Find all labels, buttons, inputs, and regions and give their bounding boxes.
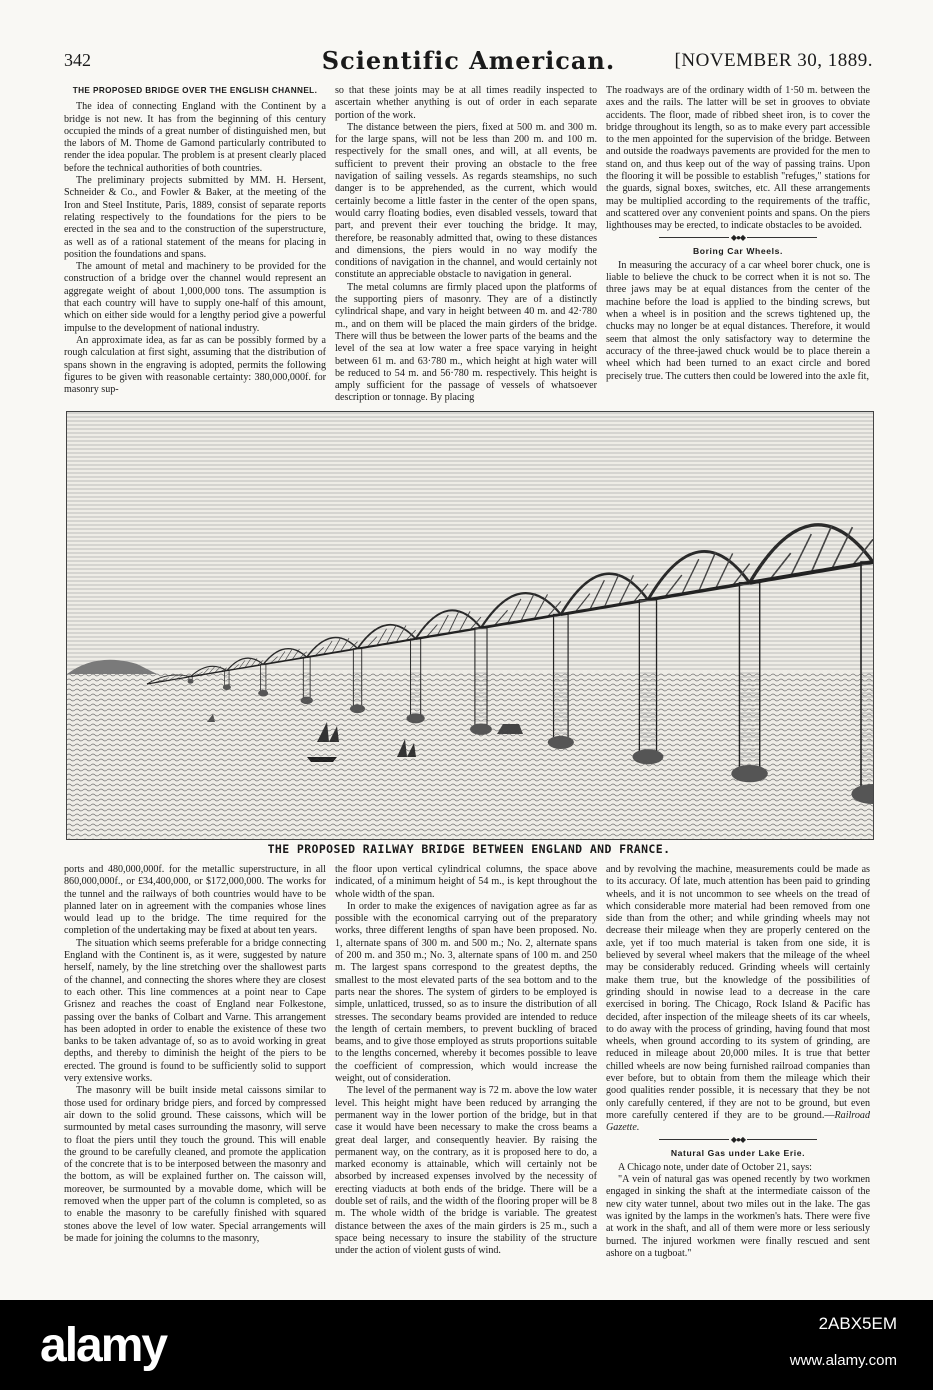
section-ornament: ◆●◆ <box>606 233 870 243</box>
masthead: Scientific American. <box>321 46 616 75</box>
paragraph: The distance between the piers, fixed at 500 m. and 300 m. for the large spans, will not be less than 200 m. and 100 m. respectively for the small ones, and will, at all events, be sufficient to prevent their proving an obstacle to the free navigation of sailing vessels. As regards steamships, no such danger is to be apprehended, as the current, which would certainly become a little faster in the center of the open spans, would carry floating bodies, even disabled vessels, toward that part, and prevent their ever touching the bridge. It may, therefore, be reasonably admitted that, owing to these distances and dimensions, the piers would in no way modify the conditions of navigation in the channel, and would certainly not constitute an appreciable obstacle to navigation in general. <box>335 121 597 281</box>
paragraph: The amount of metal and machinery to be provided for the construction of a bridge over the channel would represent an aggregate weight of about 1,000,000 tons. The assumption is that each country will have to supply one-half of this amount, which on either side would for a lengthy period give a powerful impulse to the development of national industry. <box>64 261 326 334</box>
paragraph: A Chicago note, under date of October 21, says: <box>618 1161 812 1173</box>
page-header <box>64 46 873 76</box>
paragraph: The roadways are of the ordinary width of 1·50 m. between the axes and the rails. The latter will be set in grooves to obviate accidents. The floor, made of ribbed sheet iron, is to cover the bridge throughout its length, so as to make every part accessible to the men appointed for the supervision of the bridge. Between and outside the roadways pavements are provided for the men to stand on, and thus keep out of the way of passing trains. Upon the flooring it will be possible to establish "refuges," stations for the guards, signal boxes, switches, etc. All these arrangements may be multiplied according to the requirements of the traffic, and scattered over any convenient points and spans. On the piers lighthouses may be erected, to indicate obstacles to be avoided. <box>606 85 870 232</box>
paragraph: The masonry will be built inside metal caissons similar to those used for ordinary bridge piers, and forced by compressed air down to the solid ground. These caissons, which will be surmounted by metal cases surrounding the masonry, will serve to float the piers until they touch the ground. This will enable the ground to be carefully cleaned, and promote the application of the concrete that is to be interposed between the masonry and the bottom, as will be explained further on. The caisson will, moreover, be surmounted by a movable dome, which will be removed when the upper part of the column is completed, so as to enable the masonry to be carefully finished with squared stones above the level of low water. Special arrangements will be made for joining the columns to the masonry, <box>64 1085 326 1244</box>
pier-foundation <box>301 697 313 705</box>
boring-text: and by revolving the machine, measurements could be made as to its accuracy. Of late, much attention has been paid to grinding wheels, and it is not uncommon to see wheels on the tread of which considerable more material had been removed from one side than from the other; and while grinding wheels may not decrease their mileage when they are properly centered on the axle, yet if too much material is taken from one side, it is believed by several wheel makers that the mileage of the wheel may be considerably reduced. Grinding wheels will certainly make them true, but the knowledge of the possibilities of grinding should in nowise lead to a decrease in the care exercised in boring. The Chicago, Rock Island & Pacific has decided, after inspection of the mileage sheets of its car wheels, to do away with the process of grinding, having found that most wheels, when ground according to its system of grinding, are reduced in mileage about 20,000 miles. It is true that better chilled wheels are now being furnished railroad companies than ever before, but to obtain from them the mileage which their good qualities render possible, it is necessary that they be not only carefully centered, if they are not to be ground, but even more carefully centered if they are to be ground.— <box>606 864 870 1121</box>
paragraph: In order to make the exigences of navigation agree as far as possible with the economical carrying out of the preparatory works, three different lengths of span have been proposed. No. 1, alternate spans of 300 m. and 500 m.; No. 2, alternate spans of 200 m. and 350 m.; No. 3, alternate spans of 100 m. and 250 m. The largest spans correspond to the greatest depths, the smallest to the most elevated parts of the sea bottom and to the parts near the shores. The system of girders to be employed is simple, unlatticed, trussed, so as to insure the distribution of all stresses. The secondary beams provided are intended to reduce the length of certain members, to prevent buckling of braced beams, and to give those employed as struts proportions suitable to the lengths concerned, whereby it becomes possible to leave the coefficient of compression, which would increase the weight, out of consideration. <box>335 900 597 1085</box>
bridge-pier <box>260 664 266 693</box>
image-id: 2ABX5EM <box>818 1314 897 1333</box>
bridge-pier <box>303 657 310 700</box>
column-1-top <box>64 85 326 403</box>
source-credit: Railroad Gazette. <box>606 1109 870 1134</box>
bridge-pier <box>739 583 759 774</box>
issue-date: [NOVEMBER 30, 1889. <box>674 50 873 71</box>
bridge-illustration <box>66 411 874 840</box>
site-url: www.alamy.com <box>789 1352 897 1369</box>
article-title-boring: Boring Car Wheels. <box>692 245 784 256</box>
bridge-engraving <box>67 412 873 839</box>
bridge-pier <box>639 600 656 757</box>
paragraph: the floor upon vertical cylindrical columns, the space above indicated, of a minimum height of 54 m., is kept throughout the whole width of the span. <box>335 864 597 900</box>
watermark-banner <box>0 1300 933 1390</box>
pier-foundation <box>731 765 767 782</box>
paragraph: In measuring the accuracy of a car wheel borer chuck, one is liable to believe the chuck to be correct when it is not so. The three jaws may be at equal distances from the center of the machine before the load is applied to the binding screws, but when a wheel is in position and the screws tightened up, the chucks may no longer be at equal distances. Therefore, it would seem that almost the only satisfactory way to determine the accuracy of the three-jawed chuck would be to place therein a wheel which had been turned to an exact circle and bored precisely true. The cutters then could be lowered into the axle fit, <box>606 259 870 382</box>
pier-foundation <box>406 713 424 723</box>
column-2-top <box>335 85 597 403</box>
column-2-bottom <box>335 864 597 1288</box>
bridge-pier <box>475 628 487 729</box>
article-title-gas: Natural Gas under Lake Erie. <box>670 1147 806 1158</box>
alamy-logo: alamy <box>40 1319 167 1372</box>
paragraph: The idea of connecting England with the Continent by a bridge is not new. It has from the beginning of this century occupied the minds of a great number of distinguished men, but the labors of M. Thome de Gamond particularly contributed to render the idea popular. The problem is at present clearly placed before the technical authorities of both countries. <box>64 101 326 174</box>
page-number: 342 <box>64 50 91 70</box>
pier-foundation <box>470 724 492 735</box>
pier-foundation <box>188 679 194 684</box>
bridge-pier <box>411 639 421 719</box>
paragraph: The level of the permanent way is 72 m. above the low water level. This height might have been reduced by arranging the permanent way in the lower portion of the bridge, but in that case it would have been necessary to make the cross beams a great deal larger, and consequently heavier. By raising the permanent way, on the contrary, as it is proposed here to do, a marked economy is attainable, which will certainly not be absorbed by increased expenses involved by the necessity of erecting viaducts at both ends of the bridge. There will be a double set of rails, and the width of the flooring proper will be 8 m. The whole width of the bridge is variable. The greatest distance between the axes of the main girders is 25 m., such a space being necessary to insure the stability of the structure under the action of violent gusts of wind. <box>335 1085 597 1257</box>
section-ornament: ◆●◆ <box>606 1135 870 1145</box>
paragraph: The situation which seems preferable for a bridge connecting England with the Continent is, as it were, suggested by nature herself, namely, by the line stretching over the shallowest parts of the channel, and connecting the shores where they are closest to each other. This line commences at a point near to Cape Grisnez and reaches the coast of England near Folkestone, passing over the banks of Colbart and Varne. This arrangement has been adopted in order to enable the existence of these two banks to be taken advantage of, so as to avoid working in great depths, and thereby to diminish the height of the piers to be erected. The ground is found to be sufficiently solid to support very extensive works. <box>64 937 326 1085</box>
illustration-caption: THE PROPOSED RAILWAY BRIDGE BETWEEN ENGLAND AND FRANCE. <box>267 842 671 856</box>
pier-foundation <box>548 736 574 749</box>
pier-foundation <box>632 749 663 764</box>
pier-foundation <box>350 704 365 713</box>
bridge-pier <box>861 562 873 794</box>
bridge-pier <box>353 649 361 709</box>
paragraph <box>606 864 870 1135</box>
column-1-bottom <box>64 864 326 1288</box>
article-title-bridge: THE PROPOSED BRIDGE OVER THE ENGLISH CHANNEL. <box>72 86 318 95</box>
paragraph: "A vein of natural gas was opened recently by two workmen engaged in sinking the shaft at the intermediate caisson of the new city water tunnel, about two miles out in the lake. The gas was ignited by the lamps in the workmen's hats. There were five at work in the shaft, and all of them were more or less seriously burned. The injured workmen were finally rescued and sent ashore on a tugboat." <box>606 1174 870 1259</box>
pier-foundation <box>223 684 231 690</box>
paragraph: An approximate idea, as far as can be possibly formed by a rough calculation at first sight, assuming that the distribution of spans shown in the engraving is adopted, permits the following figures to be given with reasonable certainty: 380,000,000f. for masonry sup- <box>64 334 326 396</box>
column-3-bottom <box>606 864 870 1288</box>
paragraph: so that these joints may be at all times readily inspected to ascertain whether anything is out of order in each separate portion of the work. <box>335 85 597 121</box>
pier-foundation <box>258 690 268 697</box>
column-3-top <box>606 85 870 403</box>
paragraph: The preliminary projects submitted by MM. H. Hersent, Schneider & Co., and Fowler & Baker, at the meeting of the Iron and Steel Institute, Paris, 1889, consist of separate reports relating respectively to the foundations for the piers to be erected in the sea and to the construction of the superstructure, as well as of a rational statement of the means for placing in position the foundations and spans. <box>64 175 326 260</box>
paragraph: ports and 480,000,000f. for the metallic superstructure, in all 860,000,000f., or £34,400,000, or $172,000,000. The works for the tunnel and the railways of both countries would have to be planned later on in agreement with the companies whose lines would lead up to the bridge. The time required for the completion of the undertaking may be fixed at about ten years. <box>64 864 326 937</box>
paragraph: The metal columns are firmly placed upon the platforms of the supporting piers of masonry. They are of a distinctly cylindrical shape, and vary in height between 40 m. and 42·780 m., and on them will be placed the main girders of the bridge. There will thus be between the lower parts of the beams and the level of the sea at low water a free space varying in height between 61 m. and 63·780 m., which height at high water will be reduced to 54 m. and 56·780 m. respectively. This height is amply sufficient for the passage of vessels of whatsoever description or tonnage. By placing <box>335 281 597 403</box>
bridge-pier <box>554 614 569 742</box>
